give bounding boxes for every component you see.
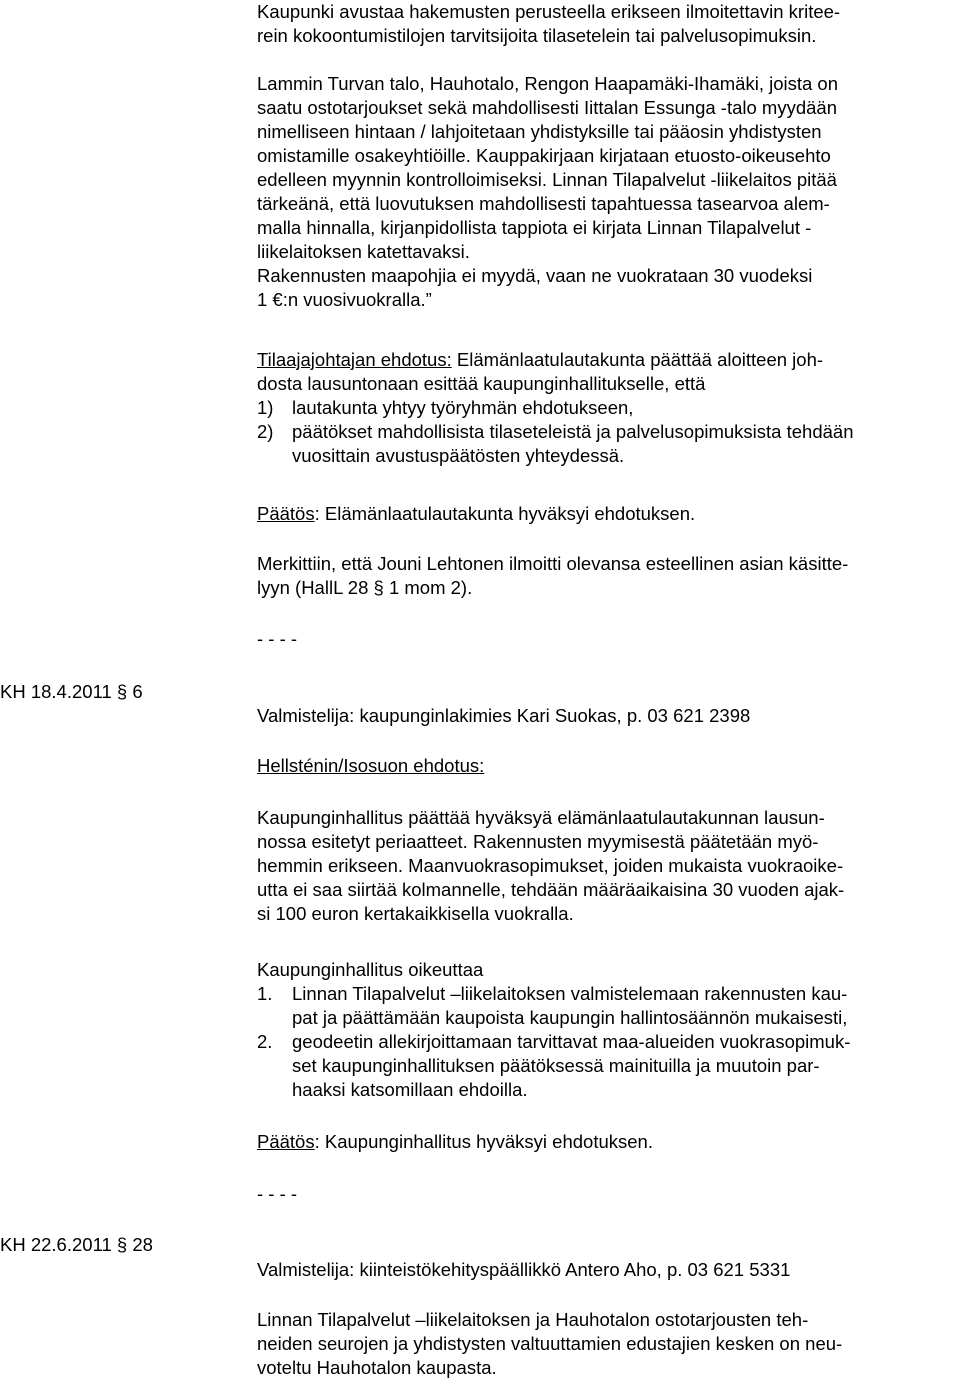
text-line: nossa esitetyt periaatteet. Rakennusten myymisestä päätetään myö- bbox=[257, 831, 819, 852]
text-line: Linnan Tilapalvelut –liikelaitoksen ja Hauhotalon ostotarjousten teh- bbox=[257, 1309, 809, 1330]
text-line: dosta lausuntonaan esittää kaupunginhallitukselle, että bbox=[257, 373, 706, 394]
decision-line bbox=[257, 502, 695, 526]
list-item: lautakunta yhtyy työryhmän ehdotukseen, bbox=[292, 397, 634, 418]
preparer-line: Valmistelija: kiinteistökehityspäällikkö Antero Aho, p. 03 621 5331 bbox=[257, 1259, 791, 1280]
proposal-line bbox=[257, 754, 484, 778]
list-item-continued: set kaupunginhallituksen päätöksessä mainituilla ja muutoin par- bbox=[292, 1055, 820, 1076]
proposal-heading: Tilaajajohtajan ehdotus: bbox=[257, 349, 452, 370]
list-number: 1) bbox=[257, 397, 274, 418]
text-line: voteltu Hauhotalon kaupasta. bbox=[257, 1357, 497, 1378]
text-line: saatu ostotarjoukset sekä mahdollisesti Iittalan Essunga -talo myydään bbox=[257, 97, 837, 118]
text-line: edelleen myynnin kontrolloimiseksi. Linnan Tilapalvelut -liikelaitos pitää bbox=[257, 169, 837, 190]
text-line: liikelaitoksen katettavaksi. bbox=[257, 241, 470, 262]
text-line: Kaupunginhallitus oikeuttaa bbox=[257, 959, 484, 980]
separator: - - - - bbox=[257, 628, 298, 649]
text-line: omistamille osakeyhtiöille. Kauppakirjaan kirjataan etuosto-oikeusehto bbox=[257, 145, 831, 166]
text-line: 1 €:n vuosivuokralla.” bbox=[257, 289, 432, 310]
decision-label: Päätös bbox=[257, 503, 315, 524]
proposal-heading: Hellsténin/Isosuon ehdotus bbox=[257, 755, 480, 776]
preparer-line: Valmistelija: kaupunginlakimies Kari Suokas, p. 03 621 2398 bbox=[257, 705, 751, 726]
text-line: utta ei saa siirtää kolmannelle, tehdään määräaikaisina 30 vuoden ajak- bbox=[257, 879, 845, 900]
text-line: malla hinnalla, kirjanpidollista tappiota ei kirjata Linnan Tilapalvelut - bbox=[257, 217, 812, 238]
list-item: Linnan Tilapalvelut –liikelaitoksen valmistelemaan rakennusten kau- bbox=[292, 983, 848, 1004]
proposal-text: Elämänlaatulautakunta päättää aloitteen joh- bbox=[451, 349, 824, 370]
text-line: tärkeänä, että luovutuksen mahdollisesti tapahtuessa tasearvoa alem- bbox=[257, 193, 830, 214]
list-item-continued: haaksi katsomillaan ehdoilla. bbox=[292, 1079, 528, 1100]
text-line: Kaupunginhallitus päättää hyväksyä elämänlaatulautakunnan lausun- bbox=[257, 807, 825, 828]
text-line: neiden seurojen ja yhdistysten valtuuttamien edustajien kesken on neu- bbox=[257, 1333, 843, 1354]
text-line: si 100 euron kertakaikkisella vuokralla. bbox=[257, 903, 574, 924]
decision-label: Päätös bbox=[257, 1131, 315, 1152]
list-number: 2. bbox=[257, 1031, 273, 1052]
meeting-reference: KH 18.4.2011 § 6 bbox=[0, 681, 143, 702]
list-number: 2) bbox=[257, 421, 274, 442]
decision-text: : Kaupunginhallitus hyväksyi ehdotuksen. bbox=[314, 1131, 653, 1152]
text-line: Lammin Turvan talo, Hauhotalo, Rengon Haapamäki-Ihamäki, joista on bbox=[257, 73, 839, 94]
text-line: nimelliseen hintaan / lahjoitetaan yhdistyksille tai pääosin yhdistysten bbox=[257, 121, 822, 142]
text-line: lyyn (HallL 28 § 1 mom 2). bbox=[257, 577, 473, 598]
list-item: geodeetin allekirjoittamaan tarvittavat maa-alueiden vuokrasopimuk- bbox=[292, 1031, 851, 1052]
separator: - - - - bbox=[257, 1183, 298, 1204]
decision-text: : Elämänlaatulautakunta hyväksyi ehdotuksen. bbox=[314, 503, 696, 524]
text-line: Kaupunki avustaa hakemusten perusteella erikseen ilmoitettavin kritee- bbox=[257, 1, 841, 22]
text-line: Merkittiin, että Jouni Lehtonen ilmoitti olevansa esteellinen asian käsitte- bbox=[257, 553, 849, 574]
list-item-continued: pat ja päättämään kaupoista kaupungin hallintosäännön mukaisesti, bbox=[292, 1007, 848, 1028]
meeting-reference: KH 22.6.2011 § 28 bbox=[0, 1234, 153, 1255]
list-item-continued: vuosittain avustuspäätösten yhteydessä. bbox=[292, 445, 625, 466]
text-line: hemmin erikseen. Maanvuokrasopimukset, joiden mukaista vuokraoike- bbox=[257, 855, 844, 876]
proposal-heading-colon: : bbox=[479, 755, 485, 776]
proposal-line bbox=[257, 348, 823, 372]
list-item: päätökset mahdollisista tilaseteleistä ja palvelusopimuksista tehdään bbox=[292, 421, 854, 442]
text-line: Rakennusten maapohjia ei myydä, vaan ne vuokrataan 30 vuodeksi bbox=[257, 265, 813, 286]
decision-line bbox=[257, 1130, 653, 1154]
text-line: rein kokoontumistilojen tarvitsijoita tilasetelein tai palvelusopimuksin. bbox=[257, 25, 817, 46]
list-number: 1. bbox=[257, 983, 273, 1004]
